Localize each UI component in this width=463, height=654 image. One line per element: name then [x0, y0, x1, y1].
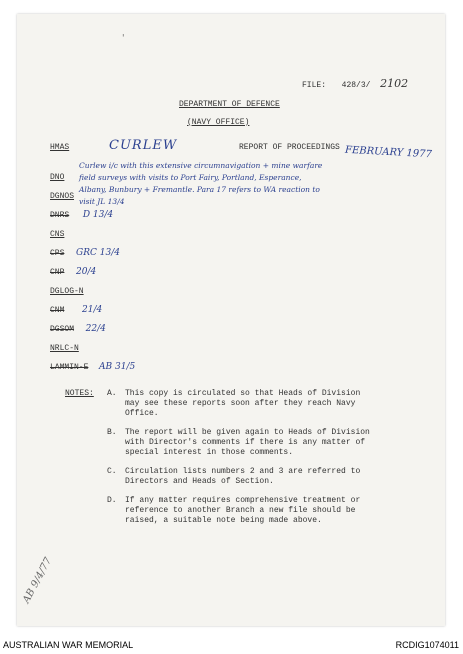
- office-heading: (NAVY OFFICE): [187, 118, 250, 127]
- department-heading: DEPARTMENT OF DEFENCE: [179, 100, 280, 109]
- note-item: [107, 428, 437, 458]
- file-number: 428/3/: [341, 81, 371, 90]
- note-item: [107, 496, 437, 526]
- routing-item: [50, 183, 74, 202]
- routing-initials: 22/4: [85, 324, 106, 334]
- note-letter: B.: [107, 428, 117, 437]
- routing-item: [50, 278, 84, 297]
- routing-code: DGNOS: [50, 192, 75, 201]
- note-item: [107, 467, 437, 487]
- file-reference: [302, 72, 408, 91]
- routing-code: CNM: [50, 306, 65, 315]
- routing-initials: GRC 13/4: [76, 248, 120, 258]
- ship-prefix: HMAS: [50, 143, 70, 152]
- routing-code: DGLOG-N: [50, 287, 84, 296]
- note-item: [107, 389, 437, 419]
- routing-item: [50, 335, 79, 354]
- file-label: FILE:: [302, 81, 327, 90]
- report-title: REPORT OF PROCEEDINGS: [239, 143, 340, 152]
- note-text: Circulation lists numbers 2 and 3 are referred to Directors and Heads of Section.: [125, 467, 361, 486]
- routing-item: [50, 240, 120, 259]
- top-mark: ': [122, 34, 125, 44]
- summary-line: Curlew i/c with this extensive circumnavigation + mine warfare: [79, 161, 323, 170]
- routing-item: [50, 221, 64, 240]
- note-letter: C.: [107, 467, 117, 476]
- routing-initials: D 13/4: [82, 210, 114, 220]
- notes-list: [107, 389, 437, 535]
- document-page: [17, 14, 445, 626]
- summary-line: visit JL 13/4: [79, 197, 125, 206]
- handwritten-summary: [79, 160, 322, 208]
- routing-code: DNO: [50, 173, 65, 182]
- routing-initials: AB 31/5: [99, 362, 136, 372]
- routing-code: DNRS: [50, 211, 70, 220]
- routing-code: CNP: [50, 268, 65, 277]
- summary-line: field surveys with visits to Port Fairy, Portland, Esperance,: [79, 173, 302, 182]
- report-month: FEBRUARY 1977: [344, 144, 433, 161]
- routing-code: LAMMIN-E: [50, 363, 89, 372]
- file-handwritten-number: 2102: [380, 77, 409, 90]
- routing-code: CNS: [50, 230, 65, 239]
- routing-item: [50, 354, 135, 373]
- bottom-signature: AB 9/4/77: [21, 555, 55, 606]
- routing-item: [50, 202, 113, 221]
- routing-item: [50, 259, 96, 278]
- ship-name: CURLEW: [109, 138, 178, 153]
- routing-item: [50, 164, 64, 183]
- notes-label: NOTES:: [65, 389, 94, 398]
- footer-catalogue-id: RCDIG1074011: [395, 640, 459, 650]
- footer-archive-name: AUSTRALIAN WAR MEMORIAL: [3, 640, 134, 650]
- routing-initials: 20/4: [76, 267, 97, 277]
- note-text: The report will be given again to Heads of Division with Director's comments if there is any matter of special interest in those comments.: [125, 428, 370, 457]
- summary-line: Albany, Bunbury + Fremantle. Para 17 refers to WA reaction to: [79, 185, 320, 194]
- routing-code: DGSOM: [50, 325, 75, 334]
- routing-initials: 21/4: [82, 305, 103, 315]
- note-text: This copy is circulated so that Heads of Division may see these reports soon after they reach Navy Office.: [125, 389, 361, 418]
- routing-code: NRLC-N: [50, 344, 79, 353]
- routing-item: [50, 316, 106, 335]
- routing-item: [50, 297, 102, 316]
- note-text: If any matter requires comprehensive treatment or reference to another Branch a new file should be raised, a suitable note being made above.: [125, 496, 361, 525]
- note-letter: A.: [107, 389, 117, 398]
- routing-code: CPS: [50, 249, 65, 258]
- note-letter: D.: [107, 496, 117, 505]
